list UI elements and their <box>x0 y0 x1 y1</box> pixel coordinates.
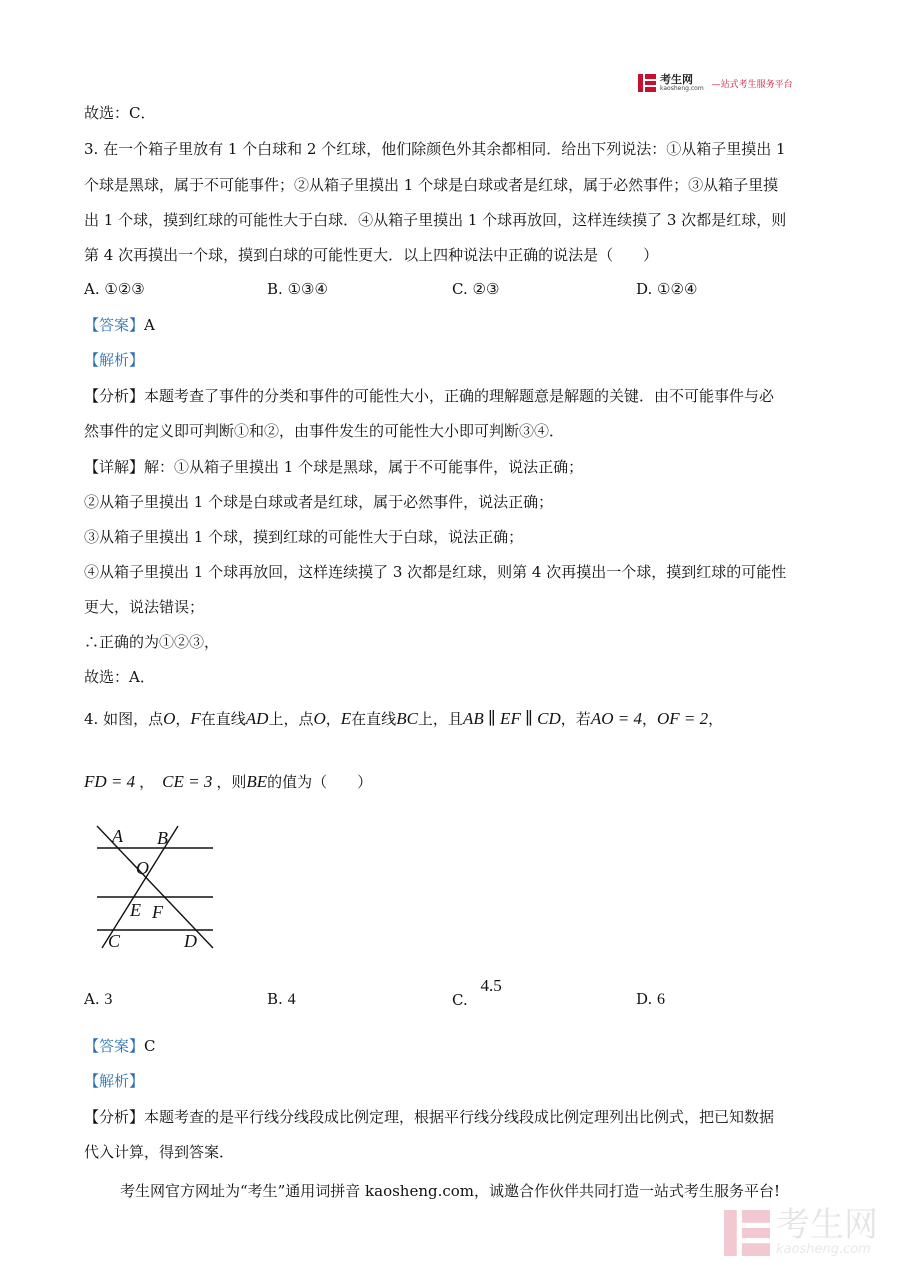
math-ce: CE = 3 <box>162 772 213 791</box>
fenxi-tag: 【分析】 <box>84 1108 145 1126</box>
logo-text-block <box>660 74 704 92</box>
q4-prefix: 4. 如图，点 <box>84 710 164 728</box>
option-text: ①②④ <box>657 280 698 298</box>
fenxi-text: 本题考查了事件的分类和事件的可能性大小，正确的理解题意是解题的关键．由不可能事件与必 <box>144 387 775 405</box>
q3-detail-line3: ③从箱子里摸出 1 个球，摸到红球的可能性大于白球，说法正确； <box>84 528 524 546</box>
math-ao: AO = 4 <box>590 709 642 728</box>
option-label: D. <box>636 280 653 298</box>
q3-analysis-tag: 【解析】 <box>84 351 145 369</box>
q3-detail-line4: ④从箱子里摸出 1 个球再放回，这样连续摸了 3 次都是红球，则第 4 次再摸出一个球，摸到红球的可能性 <box>84 563 787 581</box>
text: 上，且 <box>417 710 463 728</box>
q3-conclusion: 故选：A． <box>84 668 155 686</box>
q3-therefore: ∴正确的为①②③， <box>84 633 220 651</box>
footer-text: 考生网官方网址为“考生”通用词拼音 kaosheng.com，诚邀合作伙伴共同打造一站式考生服务平台! <box>119 1182 781 1200</box>
punct: ， <box>139 773 155 791</box>
q4-fenxi-line2: 代入计算，得到答案． <box>84 1143 235 1161</box>
option-text: 6 <box>657 991 666 1008</box>
answer-value: A <box>144 316 155 334</box>
text: 上，点 <box>268 710 314 728</box>
text: 在直线 <box>200 710 246 728</box>
q4-option-d <box>636 990 665 1009</box>
label-f: F <box>152 902 163 922</box>
q2-conclusion: 故选：C． <box>84 104 156 122</box>
q4-fenxi-line1 <box>84 1107 774 1127</box>
q3-stem-line2: 个球是黑球，属于不可能事件；②从箱子里摸出 1 个球是白球或者是红球，属于必然事件；③从箱子里摸 <box>84 176 779 194</box>
math-parallel: AB ∥ EF ∥ CD <box>462 709 561 728</box>
fenxi-tag: 【分析】 <box>84 387 145 405</box>
logo-name: 考生网 <box>660 73 693 86</box>
text: 在直线 <box>351 710 397 728</box>
q4-analysis-tag: 【解析】 <box>84 1072 145 1090</box>
q4-option-a <box>84 990 112 1009</box>
label-b: B <box>157 828 168 848</box>
math-bc: BC <box>396 709 418 728</box>
label-c: C <box>108 931 121 951</box>
q3-stem-line1: 3. 在一个箱子里放有 1 个白球和 2 个红球，他们除颜色外其余都相同．给出下列说法：①从箱子里摸出 1 <box>84 140 786 158</box>
punct: ， <box>708 710 724 728</box>
q3-option-b <box>267 280 328 298</box>
kaosheng-logo-icon <box>638 74 656 92</box>
detail-tag: 【详解】 <box>84 458 145 476</box>
watermark-text <box>776 1205 878 1257</box>
q3-fenxi-line2: 然事件的定义即可判断①和②，由事件发生的可能性大小即可判断③④． <box>84 422 565 440</box>
q3-detail-line5: 更大，说法错误； <box>84 598 205 616</box>
q4-stem-line2 <box>84 772 372 792</box>
math-o2: O <box>313 709 326 728</box>
text: 的值为（ ） <box>267 773 373 791</box>
answer-tag: 【答案】 <box>84 316 145 334</box>
label-d: D <box>184 931 197 951</box>
label-a: A <box>112 826 123 846</box>
text: ，若 <box>560 710 591 728</box>
watermark-name: 考生网 <box>776 1205 878 1245</box>
option-label: A. <box>84 990 100 1008</box>
label-o: O <box>136 858 149 878</box>
option-label: D. <box>636 990 653 1008</box>
q3-detail-line2: ②从箱子里摸出 1 个球是白球或者是红球，属于必然事件，说法正确； <box>84 493 554 511</box>
q3-option-a <box>84 280 145 298</box>
watermark-logo-icon <box>724 1210 770 1256</box>
q4-option-b <box>267 990 296 1009</box>
option-text: ②③ <box>472 280 500 298</box>
math-of: OF = 2 <box>656 709 709 728</box>
q3-option-d <box>636 280 697 298</box>
option-text: ①②③ <box>104 280 145 298</box>
q3-answer <box>84 315 155 335</box>
q3-option-c <box>452 280 499 298</box>
q3-stem-line3: 出 1 个球，摸到红球的可能性大于白球．④从箱子里摸出 1 个球再放回，这样连续摸了 3 次都是红球，则 <box>84 211 787 229</box>
q3-detail-line1 <box>84 457 583 477</box>
punct: ， <box>175 710 191 728</box>
q4-figure <box>90 822 220 952</box>
option-label: B. <box>267 280 283 298</box>
detail-text: 解：①从箱子里摸出 1 个球是黑球，属于不可能事件，说法正确； <box>144 458 584 476</box>
math-fd: FD = 4 <box>84 772 136 791</box>
option-label: B. <box>267 990 283 1008</box>
label-e: E <box>130 900 141 920</box>
option-text: 4 <box>287 991 296 1008</box>
watermark <box>724 1205 878 1257</box>
math-be: BE <box>246 772 268 791</box>
option-text: ①③④ <box>287 280 328 298</box>
logo-slogan: —站式考生服务平台 <box>711 79 793 90</box>
option-text: 3 <box>104 991 113 1008</box>
math-f: F <box>190 709 201 728</box>
q4-answer <box>84 1036 156 1056</box>
math-o: O <box>163 709 176 728</box>
math-e: E <box>340 709 352 728</box>
q3-stem-line4: 第 4 次再摸出一个球，摸到白球的可能性更大．以上四种说法中正确的说法是（ ） <box>84 246 659 264</box>
answer-tag: 【答案】 <box>84 1037 145 1055</box>
header-logo <box>638 72 808 94</box>
math-ad: AD <box>245 709 269 728</box>
fenxi-text: 本题考查的是平行线分线段成比例定理，根据平行线分线段成比例定理列出比例式，把已知数据 <box>144 1108 775 1126</box>
q3-fenxi-line1 <box>84 386 774 406</box>
watermark-domain: kaosheng.com <box>776 1242 871 1257</box>
option-label: A. <box>84 280 100 298</box>
option-label: C. <box>452 280 468 298</box>
logo-domain: kaosheng.com <box>660 85 704 92</box>
text: ，则 <box>216 773 247 791</box>
answer-value: C <box>144 1037 156 1055</box>
option-text: 4.5 <box>480 976 502 995</box>
q4-stem-line1 <box>84 709 723 729</box>
option-label: C. <box>452 991 468 1009</box>
q4-option-c <box>452 976 502 1010</box>
punct: ， <box>325 710 341 728</box>
punct: ， <box>641 710 657 728</box>
